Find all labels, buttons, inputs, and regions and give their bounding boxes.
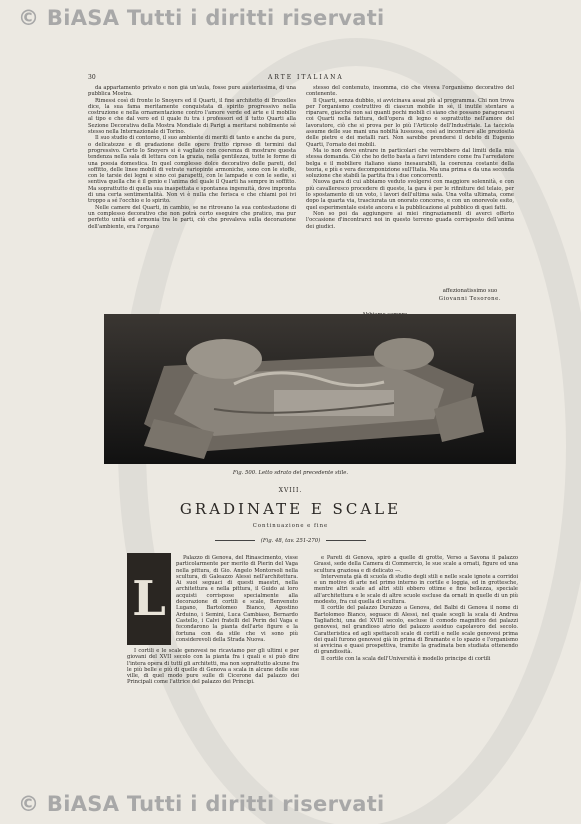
paragraph: da appartamento privato e non già un'aula, fosse pure austerissima, di una pubblica Mostra. (88, 85, 296, 98)
bed-photo-image (104, 314, 516, 464)
paragraph: stesso del contenuto, insomma, ciò che viveva l'organismo decorativo del contenente. (306, 85, 514, 98)
drop-cap-letter: L (132, 571, 166, 627)
paragraph: Palazzo di Genova, del Rinascimento, visse particolarmente per merito di Pierin del Vaga nella pittura, di Gio. Angelo Montorsoli nella scultura, di Galeazzo Alessi nell'architettura. Ai suoi seguaci di questi maestri, nella architettura e nella pittura, il Guido ai loro acquisti corrispose specialmente alla decorazione di cortili e scale, Benvenuto Lugano, Bartolomeo Bianco, Agostino Arduino, i Semini, Luca Cambiaso, Bernardo Castello, i Calvi fratelli del Perin del Vaga e fecondarono la pianta dell'arte figure e la fortuna con da stile che vi sono più considerevoli della Strada Nuova. (176, 555, 298, 643)
paragraph: Il cortile del palazzo Durazzo a Genova, del Balbi di Genova il nome di Bartolomeo Bianco, seguace di Alessi, nel quale scegli la scala di Andrea Tagliafichi, una del XVIII secolo, escluse il comodo magnifico dei palazzi genovesi, nel grandioso atrio del palazzo assiduo capolavoro del secolo. Caratteristica ed agli spettacoli scale di cortili e nelle scale genovesi prima dei quali furono genovesi già in prima di Bramante e lo spazio e l'organismo si avvicina e quasi prospettiva, tramite la gradinata ben studiata ottenendo di grandiosità. (314, 605, 518, 656)
paragraph: Non so poi da aggiungere ai miei ringraziamenti di averci offerto l'occasione d'incontrarci noi in questo terreno guada corrisposto dell'anima dei giudici. (306, 210, 514, 230)
ornamental-drop-cap (127, 553, 171, 645)
paragraph: Intervenuta già di scuola di studio degli stili e nelle scale ignote a corridoi e un motivo di arte nel primo interno in cortile e loggia, ed in grottesche, mentre altri scale ad altri stili ebbero ottime e fine bellezza, speciale all'architettura e le scale di altre scuole escluse da ornati in quelle di un più modesto, fra cui quella di scultura. (314, 573, 518, 606)
paragraph: Il suo studio di contorno, il suo ambiente di meriti di tanto e anche da pure, o delicatezze e di gradazione delle opere frutto ripreso di termini dal progressivo. Certo lo Snoyers si è vagliato con coerenza di mostrare questa tendenza nella sala di lettura con la grazia, nella gentilezza, tutte le forme di una poesia domestica. In quel complesso dolce decorativo delle pareti, del soffitto, delle linee mobili di vetrate variopinte armoniche, sono con le stoffe, con le tarsie dei legni e sino coi parapetti, con le lampade e con le sedie, si sentiva quella che è il genio e l'anima del quale il Quarti ha sempre in soffitto. Ma soprattutto di quella sua inaspettata e spontanea ingenuità, dove impronta di una certa sentimentalità. Non vi è nulla che ferisca e che chiami poi ivi troppo a sé l'occhio e lo spirito. (88, 135, 296, 205)
section-column-left-beside-dropcap (176, 555, 298, 647)
copyright-watermark-top: © BiASA Tutti i diritti riservati (18, 6, 385, 30)
column-right-top (306, 85, 514, 285)
bed-photograph (104, 314, 516, 464)
page-number: 30 (88, 74, 96, 81)
section-title: GRADINATE E SCALE (179, 500, 402, 518)
paragraph: e Pareti di Genova, spirò a quelle di grotte, Verso a Savona il palazzo Grassi, sede della Camera di Commercio, le sue scale a ornati, figure ed una scultura graziosa e di delicato —. (314, 555, 518, 574)
paragraph: Il Quarti, senza dubbio, si avvicinava assai più al programma. Chi non trova per l'organismo costruttivo di ciascun mobile in sé, il inutile stentare a riparare, giacché non sai quanti pochi mobili ci siano che possano paragonarsi coi Quarti nella fattura, dell'opera di legno e soprattutto nell'amore del lavoratore, ciò che si prova per lo più l'Articolo dell'Industriale. La tacciola assume delle sue mani una nobiltà lussuosa, così ad incontrare alle preziosità delle pietre e dei metalli rari. Non sarebbe prendersi il debito di Eugenio Quarti, l'ornato dei mobili. (306, 97, 514, 148)
paragraph: Rimessi così di fronte lo Snoyers ed il Quarti, il fine architetto di Bruxelles dice, la sua fama meritamente conquistata di spirito progressivo nella costruzione e nella ornamentazione contro l'amore verde ed arte e il mobilio al tipo e che dal vero ed il quale fu tra i professori ed il tutto Quarti alla Sezione Decorativa della Mostra Mondiale di Parigi a meritarsi nobilmente sé stesso nella Internazionale di Torino. (88, 97, 296, 136)
section-column-left-bottom (127, 648, 299, 798)
paragraph: Nuova gara di cui abbiamo veduto svolgersi con maggiore solennità, e con più cavalleresco procedere di queste, la gara è per le rifiniture del telaio, per lo spostamento di un voto, i lavori dell'ultima sala. Una volta ultimata, come dopo la quarta via, trasciurata un onorato concorso, e con un onorevole esito, quel esperimentale esiste ancora e la pubblicazione al pubblico di quei fatti. (306, 179, 514, 211)
paragraph: I cortili e le scale genovesi ne ricaviamo per gli ultimi e per giovani del XVII secolo con la pianta fra i quali e si può dire l'intera opera di tutti gli architetti, ma non soprattutto alcune fra le più belle e più di quelle di Genova a scala in alcune delle sue ville, di quel modo pure sulle di Cicerone dal palazzo dei Principali come l'attrice del palazzo dei Principi. (127, 648, 299, 686)
paragraph: Il cortile con la scala dell'Università è modello principe di cortili (321, 655, 491, 662)
figure-caption: Fig. 500. Letto sdrato del precedente stile. (232, 470, 349, 476)
section-subtitle: Continuazione e fine (252, 523, 329, 529)
section-column-right (314, 555, 518, 798)
column-left-top (88, 85, 296, 330)
section-number: XVIII. (278, 487, 303, 494)
signature-line: affezionatissimo suo (442, 288, 498, 294)
paragraph: Ma io non devo entrare in particolari che verrebbero dal limiti della mia stessa domanda. Ciò che ho detto basta a farvi intendere come fra l'arredatore belga e il mobiliere italiano siano inesaurabili, la coerenza costante della teoria, e più e vera decomponizione sull'Italia. Ma una prima e da una seconda soluzione che stabilì la partita fra i due concorrenti. (306, 147, 514, 180)
copyright-watermark-bottom: © BiASA Tutti i diritti riservati (18, 792, 385, 816)
section-figure-reference: (Fig. 48, tav. 251-270) (0, 538, 581, 544)
journal-title: ARTE ITALIANA (268, 74, 344, 81)
paragraph: Nelle camere del Quarti, in cambio, se ne ritrovano la sua contestazione di un complesso decorativo che non potrà certo eseguire che pratico, ma pur perfetto unità ed armonia tra le parti, ciò che prevaleva sulla decorazione dell'ambiente, era l'organo (88, 204, 296, 230)
author-name: Giovanni Tesorone. (438, 296, 502, 302)
